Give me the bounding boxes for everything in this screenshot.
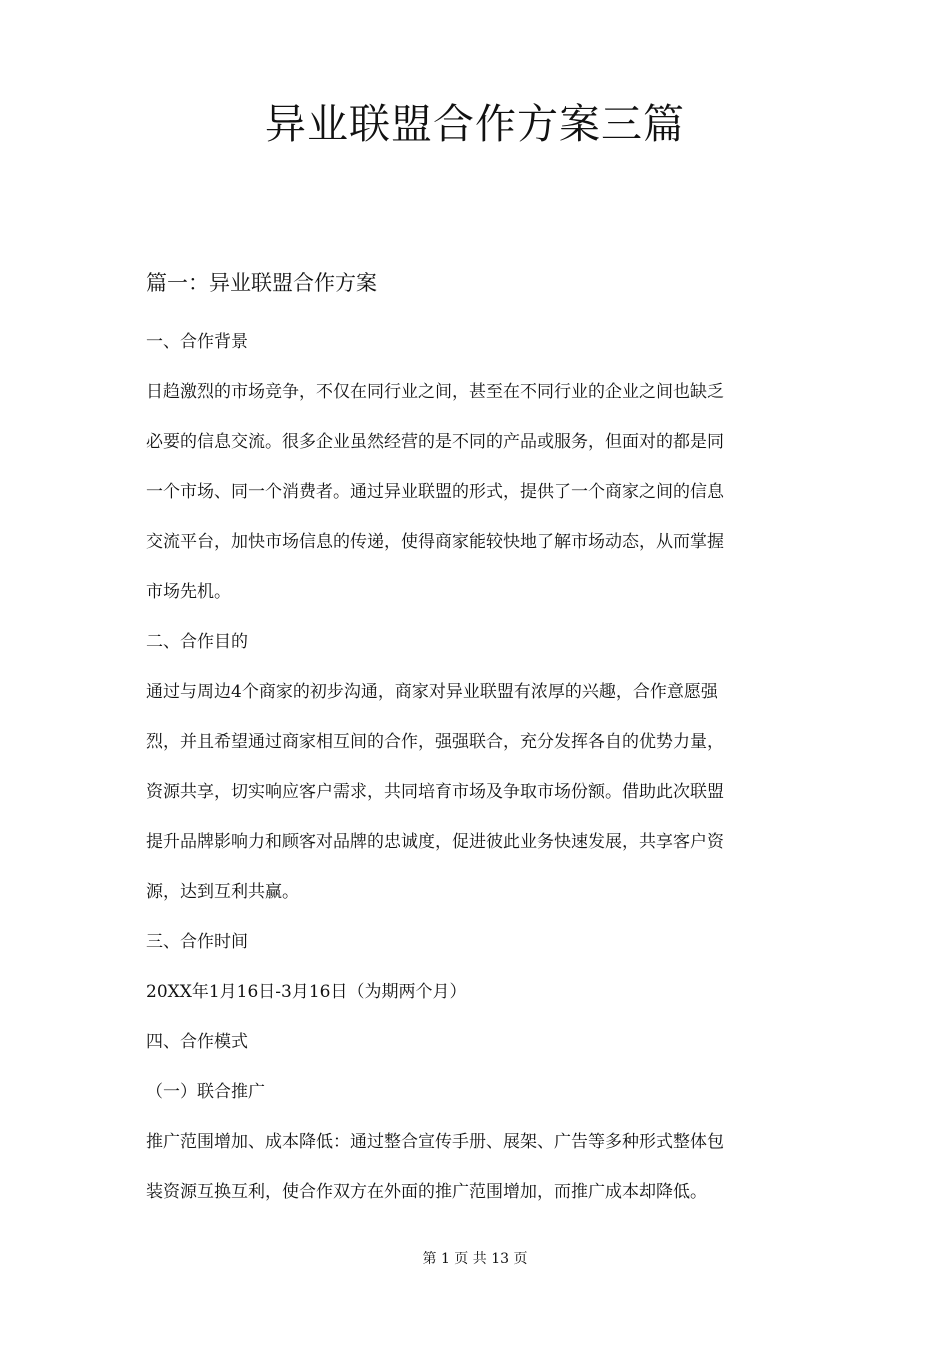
- paragraph-line: 20XX年1月16日-3月16日（为期两个月）: [146, 982, 467, 1002]
- paragraph-line: 一个市场、同一个消费者。通过异业联盟的形式，提供了一个商家之间的信息: [146, 482, 724, 502]
- paragraph-line: 通过与周边4个商家的初步沟通，商家对异业联盟有浓厚的兴趣，合作意愿强: [146, 682, 718, 702]
- heading-time: 三、合作时间: [146, 932, 248, 952]
- subheading-joint-promotion: （一）联合推广: [146, 1082, 265, 1102]
- paragraph-line: 装资源互换互利，使合作双方在外面的推广范围增加，而推广成本却降低。: [146, 1182, 707, 1202]
- paragraph-line: 日趋激烈的市场竞争，不仅在同行业之间，甚至在不同行业的企业之间也缺乏: [146, 382, 724, 402]
- paragraph-line: 市场先机。: [146, 582, 231, 602]
- heading-mode: 四、合作模式: [146, 1032, 248, 1052]
- paragraph-line: 推广范围增加、成本降低：通过整合宣传手册、展架、广告等多种形式整体包: [146, 1132, 724, 1152]
- paragraph-line: 提升品牌影响力和顾客对品牌的忠诚度，促进彼此业务快速发展，共享客户资: [146, 832, 724, 852]
- paragraph-line: 资源共享，切实响应客户需求，共同培育市场及争取市场份额。借助此次联盟: [146, 782, 724, 802]
- page-footer: 第 1 页 共 13 页: [422, 1251, 528, 1267]
- paragraph-line: 必要的信息交流。很多企业虽然经营的是不同的产品或服务，但面对的都是同: [146, 432, 724, 452]
- document-body: [146, 325, 806, 1225]
- paragraph-line: 源，达到互利共赢。: [146, 882, 299, 902]
- paragraph-line: 烈，并且希望通过商家相互间的合作，强强联合，充分发挥各自的优势力量，: [146, 732, 724, 752]
- paragraph-line: 交流平台，加快市场信息的传递，使得商家能较快地了解市场动态，从而掌握: [146, 532, 724, 552]
- section-title: 篇一：异业联盟合作方案: [146, 271, 377, 295]
- heading-background: 一、合作背景: [146, 332, 248, 352]
- document-title: 异业联盟合作方案三篇: [265, 100, 685, 148]
- heading-purpose: 二、合作目的: [146, 632, 248, 652]
